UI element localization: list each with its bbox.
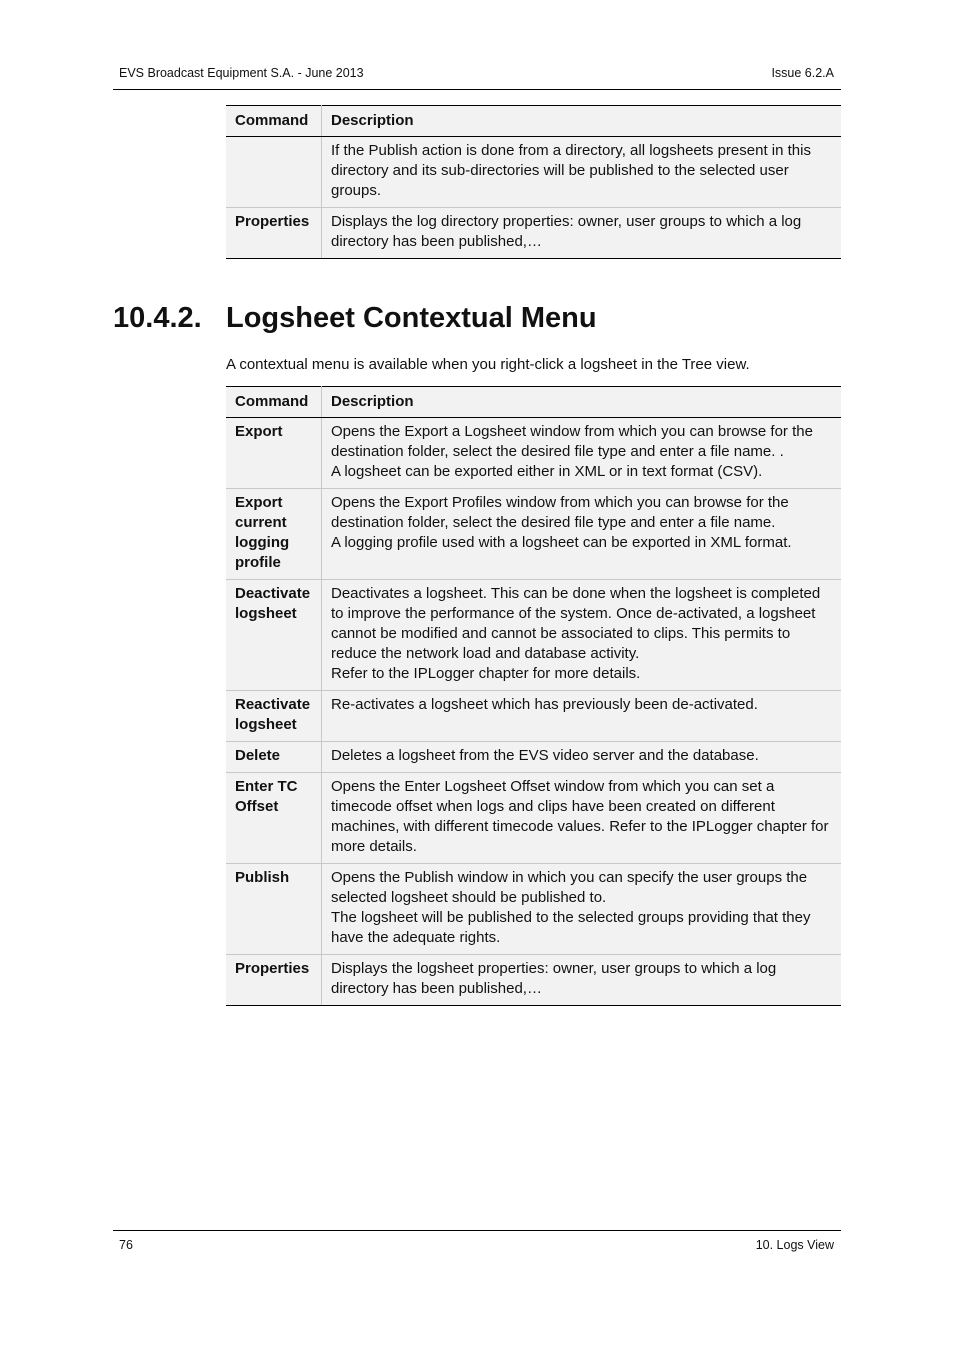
command-text: current	[235, 514, 287, 531]
table-row	[226, 773, 841, 864]
table-row	[226, 864, 841, 955]
command-table-continued	[226, 105, 841, 259]
description-text: Opens the Enter Logsheet Offset window from which you can set a timecode offset when logs and clips have been created on different machines, with different timecode values. Refer to the IPLogger chapter for more details.	[331, 778, 829, 855]
table-row	[226, 137, 841, 208]
logsheet-command-table	[226, 386, 841, 1006]
description-text: Deletes a logsheet from the EVS video server and the database.	[331, 747, 759, 764]
command-text: profile	[235, 554, 281, 571]
table-row	[226, 742, 841, 773]
description-cell	[322, 580, 842, 691]
command-text: logsheet	[235, 716, 297, 733]
description-cell	[322, 489, 842, 580]
table-header-row	[226, 106, 841, 137]
header-issue: Issue 6.2.A	[771, 66, 834, 80]
table-row	[226, 418, 841, 489]
description-text: A logging profile used with a logsheet can be exported in XML format.	[331, 534, 792, 551]
description-cell	[322, 742, 842, 773]
column-header-command: Command	[226, 106, 322, 137]
description-text: Opens the Publish window in which you can specify the user groups the selected logsheet should be published to.	[331, 869, 808, 906]
table-row	[226, 208, 841, 259]
command-cell	[226, 208, 322, 259]
table-row	[226, 691, 841, 742]
command-text: Reactivate	[235, 696, 311, 713]
command-text: Properties	[235, 213, 310, 230]
description-text: Re-activates a logsheet which has previously been de-activated.	[331, 696, 758, 713]
description-cell	[322, 691, 842, 742]
command-text: Properties	[235, 960, 310, 977]
page-header	[113, 62, 841, 90]
description-cell	[322, 208, 842, 259]
description-text: Deactivates a logsheet. This can be done when the logsheet is completed to improve the performance of the system. Once de-activated, a logsheet cannot be modified and cannot be associated to clips. This permits to reduce the network load and database activity.	[331, 585, 821, 662]
page-number: 76	[119, 1238, 133, 1252]
command-cell	[226, 418, 322, 489]
section-number: 10.4.2.	[113, 302, 202, 334]
command-text: logsheet	[235, 605, 297, 622]
command-text: Enter TC	[235, 778, 298, 795]
command-text: logging	[235, 534, 290, 551]
command-text: Export	[235, 494, 283, 511]
command-cell	[226, 864, 322, 955]
command-cell	[226, 580, 322, 691]
command-cell	[226, 137, 322, 208]
command-cell	[226, 489, 322, 580]
description-text: A logsheet can be exported either in XML or in text format (CSV).	[331, 463, 763, 480]
command-cell	[226, 742, 322, 773]
table-row	[226, 489, 841, 580]
command-text: Export	[235, 423, 283, 440]
description-text: The logsheet will be published to the selected groups providing that they have the adequate rights.	[331, 909, 811, 946]
command-text: Delete	[235, 747, 281, 764]
description-cell	[322, 137, 842, 208]
description-text: Opens the Export a Logsheet window from which you can browse for the destination folder, select the desired file type and enter a file name. .	[331, 423, 813, 460]
table-row	[226, 580, 841, 691]
description-text: Refer to the IPLogger chapter for more details.	[331, 665, 641, 682]
section-heading	[113, 302, 597, 335]
table-row	[226, 955, 841, 1006]
column-header-description: Description	[322, 106, 842, 137]
intro-paragraph: A contextual menu is available when you right-click a logsheet in the Tree view.	[226, 356, 750, 373]
table-header-row	[226, 387, 841, 418]
description-cell	[322, 773, 842, 864]
description-text: Displays the logsheet properties: owner, user groups to which a log directory has been published,…	[331, 960, 777, 997]
description-cell	[322, 955, 842, 1006]
command-cell	[226, 955, 322, 1006]
command-text: Offset	[235, 798, 279, 815]
description-text: Displays the log directory properties: owner, user groups to which a log directory has been published,…	[331, 213, 802, 250]
command-text: Publish	[235, 869, 290, 886]
description-text: If the Publish action is done from a directory, all logsheets present in this directory and its sub-directories will be published to the selected user groups.	[331, 142, 811, 199]
description-text: Opens the Export Profiles window from which you can browse for the destination folder, select the desired file type and enter a file name.	[331, 494, 789, 531]
command-cell	[226, 773, 322, 864]
header-publisher: EVS Broadcast Equipment S.A. - June 2013	[119, 66, 364, 80]
description-cell	[322, 864, 842, 955]
column-header-command: Command	[226, 387, 322, 418]
footer-chapter: 10. Logs View	[755, 1238, 834, 1252]
command-cell	[226, 691, 322, 742]
description-cell	[322, 418, 842, 489]
column-header-description: Description	[322, 387, 842, 418]
section-title: Logsheet Contextual Menu	[226, 302, 597, 334]
command-text: Deactivate	[235, 585, 311, 602]
page-footer	[113, 1230, 841, 1258]
